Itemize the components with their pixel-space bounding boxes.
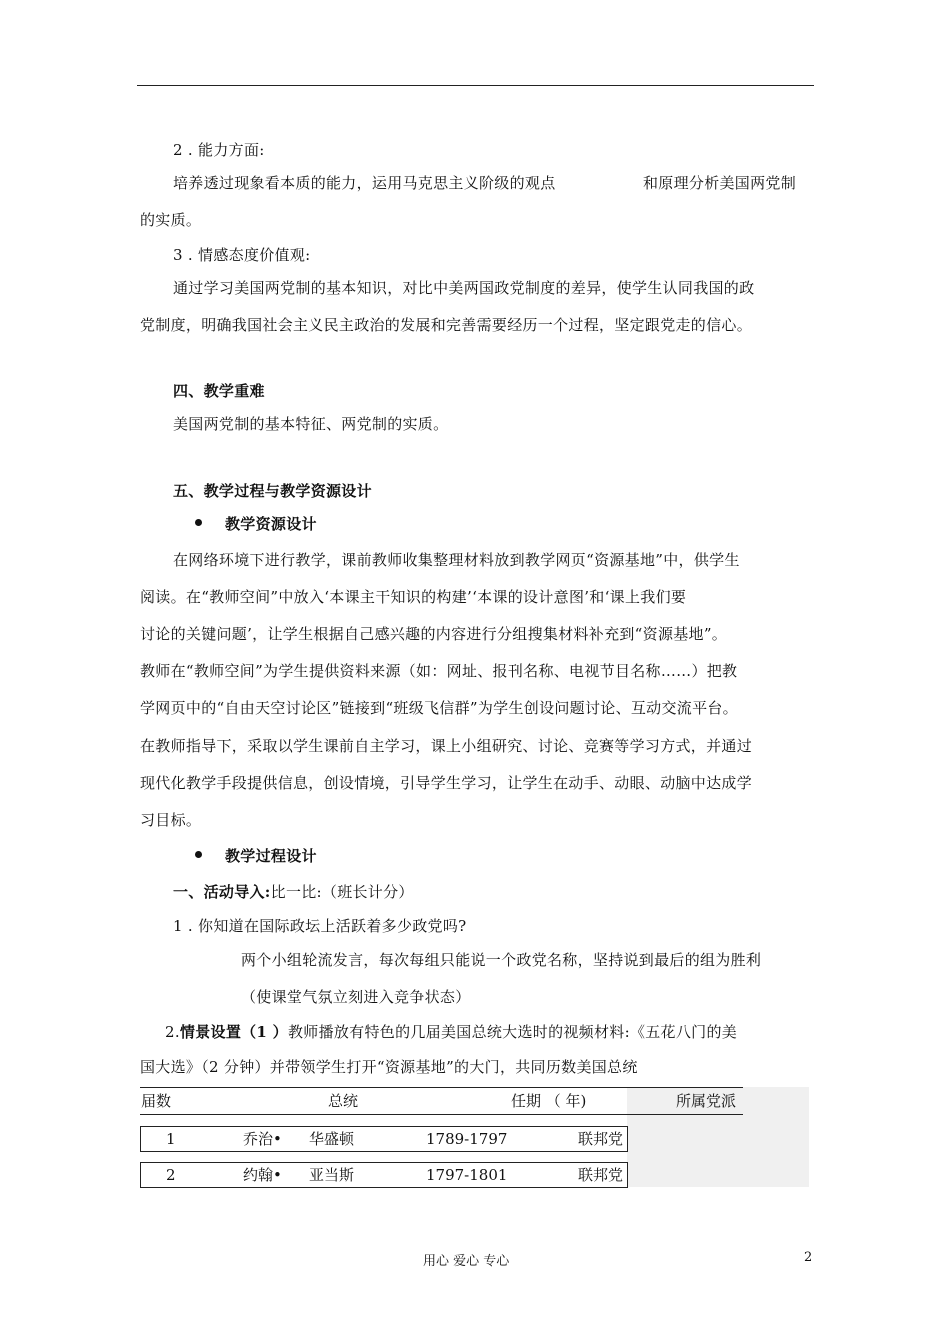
subheading-process-design: 教学过程设计 [225, 847, 317, 865]
table-row [140, 1162, 628, 1188]
activity-intro-line [173, 882, 414, 902]
table-header-cell: 所属党派 [676, 1092, 737, 1110]
table-cell: 1797-1801 [426, 1166, 508, 1184]
bullet-icon [195, 851, 202, 858]
section-four-heading: 四、教学重难 [173, 382, 265, 400]
table-cell: 乔治• [243, 1130, 282, 1148]
paragraph-line: 学网页中的“自由天空讨论区”链接到“班级飞信群”为学生创设问题讨论、互动交流平台。 [140, 699, 738, 717]
table-cell: 华盛顿 [309, 1130, 355, 1148]
header-rule [137, 85, 814, 86]
section-attitude-heading: 3 . 情感态度价值观: [173, 246, 311, 264]
paragraph-line: 在教师指导下，采取以学生课前自主学习，课上小组研究、讨论、竞赛等学习方式，并通过 [140, 737, 753, 755]
table-header-cell: 任期 （ 年) [511, 1092, 587, 1110]
paragraph-line: 美国两党制的基本特征、两党制的实质。 [173, 415, 449, 433]
question-note-line: （使课堂气氛立刻进入竞争状态） [241, 988, 471, 1006]
subheading-resource-design: 教学资源设计 [225, 515, 317, 533]
paragraph-line: 国大选》（2 分钟）并带领学生打开“资源基地”的大门，共同历数美国总统 [140, 1058, 638, 1076]
paragraph-line: 习目标。 [140, 811, 202, 829]
bullet-icon [195, 519, 202, 526]
table-header-cell: 届数 [141, 1092, 172, 1110]
section-ability-heading: 2 . 能力方面: [173, 141, 265, 159]
paragraph-line: 在网络环境下进行教学，课前教师收集整理材料放到教学网页“资源基地”中，供学生 [173, 551, 740, 569]
paragraph-line: 的实质。 [140, 211, 202, 229]
scenario-label: 情景设置（1 ） [179, 1023, 288, 1041]
section-five-heading: 五、教学过程与教学资源设计 [173, 482, 372, 500]
activity-intro-label: 一、活动导入: [173, 883, 271, 901]
table-cell: 联邦党 [578, 1130, 624, 1148]
paragraph-line: 现代化教学手段提供信息，创设情境，引导学生学习，让学生在动手、动眼、动脑中达成学 [140, 774, 753, 792]
scenario-number: 2. [165, 1023, 180, 1041]
question-line: 1 . 你知道在国际政坛上活跃着多少政党吗? [173, 917, 467, 935]
paragraph-line: 讨论的关键问题’，让学生根据自己感兴趣的内容进行分组搜集材料补充到“资源基地”。 [140, 625, 728, 643]
activity-intro-text: 比一比:（班长计分） [270, 883, 414, 901]
table-header-cell: 总统 [328, 1092, 359, 1110]
table-cell: 1 [166, 1130, 176, 1148]
paragraph-line: 教师在“教师空间”为学生提供资料来源（如：网址、报刊名称、电视节目名称……）把教 [140, 662, 738, 680]
question-detail-line: 两个小组轮流发言，每次每组只能说一个政党名称，坚持说到最后的组为胜利 [241, 951, 762, 969]
paragraph-line: 阅读。在“教师空间”中放入‘本课主干知识的构建’‘本课的设计意图’和‘课上我们要 [140, 588, 687, 606]
paragraph-line: 党制度，明确我国社会主义民主政治的发展和完善需要经历一个过程，坚定跟党走的信心。 [140, 316, 753, 334]
table-cell: 亚当斯 [309, 1166, 355, 1184]
paragraph-line: 通过学习美国两党制的基本知识，对比中美两国政党制度的差异，使学生认同我国的政 [173, 279, 755, 297]
footer-motto: 用心 爱心 专心 [423, 1254, 510, 1269]
page-number: 2 [804, 1250, 813, 1265]
table-cell: 1789-1797 [426, 1130, 508, 1148]
paragraph-line: 和原理分析美国两党制 [643, 174, 797, 192]
scenario-text: 教师播放有特色的几届美国总统大选时的视频材料:《五花八门的美 [287, 1023, 738, 1041]
table-cell: 联邦党 [578, 1166, 624, 1184]
paragraph-line: 培养透过现象看本质的能力，运用马克思主义阶级的观点 [173, 174, 556, 192]
table-cell: 2 [166, 1166, 176, 1184]
table-header-row [140, 1087, 743, 1115]
scenario-line [165, 1022, 737, 1042]
table-row [140, 1126, 628, 1152]
table-cell: 约翰• [243, 1166, 282, 1184]
